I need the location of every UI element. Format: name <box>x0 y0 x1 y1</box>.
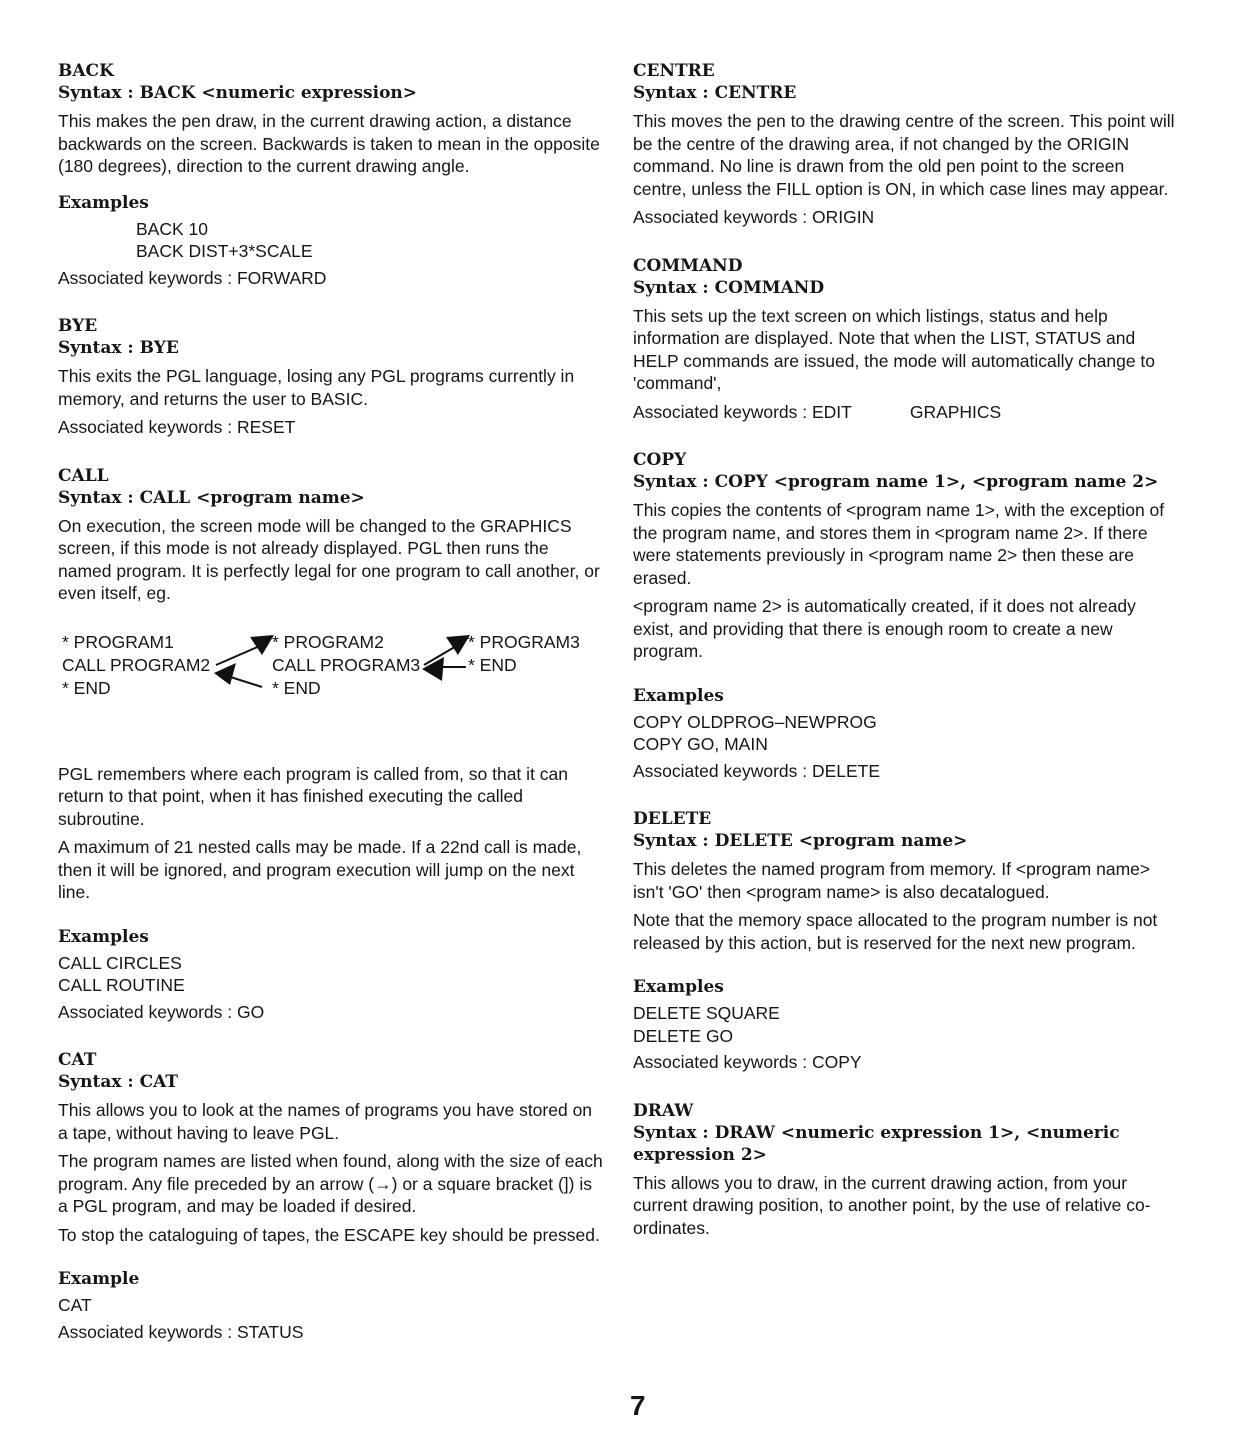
examples-heading: Examples <box>633 977 724 997</box>
example-line: COPY OLDPROG–NEWPROG <box>633 711 877 732</box>
syntax-line: Syntax : DRAW <numeric expression 1>, <numeric expression 2> <box>633 1122 1120 1165</box>
description: This copies the contents of <program name 1>, with the exception of the program name, and stores them in <program name 2>. If there were statements previously in <program name 2> then these are erased. <box>633 500 1165 588</box>
associated-keywords-label: Associated keywords : EDIT <box>633 401 852 422</box>
associated-keywords <box>633 401 1178 424</box>
keyword-heading: DRAW <box>633 1100 694 1121</box>
description: Note that the memory space allocated to the program number is not released by this action, but is reserved for the next new program. <box>633 910 1158 953</box>
description: This deletes the named program from memory. If <program name> isn't 'GO' then <program name> is also decatalogued. <box>633 859 1151 902</box>
description: This allows you to look at the names of programs you have stored on a tape, without having to leave PGL. <box>58 1100 593 1143</box>
examples-heading: Examples <box>58 926 149 947</box>
arrow-call-line <box>216 645 262 665</box>
diagram-label: * END <box>62 677 111 698</box>
example-line: CALL CIRCLES <box>58 952 182 973</box>
keyword-heading: COMMAND <box>633 255 743 276</box>
example-line: BACK DIST+3*SCALE <box>136 241 313 261</box>
diagram-label: * PROGRAM1 <box>62 631 174 652</box>
description: A maximum of 21 nested calls may be made. If a 22nd call is made, then it will be ignored, and program execution will jump on the next line. <box>58 837 582 902</box>
syntax-line: Syntax : CALL <program name> <box>58 487 365 508</box>
example-line: CALL ROUTINE <box>58 975 185 995</box>
associated-keyword-extra: GRAPHICS <box>909 401 1002 422</box>
entry-copy <box>633 449 1178 782</box>
page-number: 7 <box>630 1390 646 1421</box>
diagram-label: * PROGRAM2 <box>272 631 384 652</box>
example-line: DELETE SQUARE <box>633 1003 780 1023</box>
diagram-label: * PROGRAM3 <box>468 631 580 652</box>
diagram-label: CALL PROGRAM2 <box>62 654 211 675</box>
examples-heading: Examples <box>633 685 724 706</box>
syntax-line: Syntax : BACK <numeric expression> <box>58 83 418 103</box>
keyword-heading: COPY <box>633 450 687 470</box>
syntax-line: Syntax : COMMAND <box>633 277 825 298</box>
arrow-head-icon <box>250 635 274 655</box>
keyword-heading: BACK <box>58 61 114 81</box>
description: This exits the PGL language, losing any PGL programs currently in memory, and returns the user to BASIC. <box>58 366 575 409</box>
diagram-label: CALL PROGRAM3 <box>272 654 421 675</box>
entry-call <box>58 465 603 1024</box>
associated-keywords: Associated keywords : STATUS <box>58 1321 304 1342</box>
keyword-heading: BYE <box>58 316 98 336</box>
associated-keywords: Associated keywords : COPY <box>633 1052 862 1072</box>
description: PGL remembers where each program is called from, so that it can return to that point, when it has finished executing the called subroutine. <box>58 763 568 829</box>
entry-back <box>58 60 603 289</box>
arrow-head-icon <box>446 635 470 655</box>
entry-command <box>633 255 1178 424</box>
description: This sets up the text screen on which listings, status and help information are displayed. Note that when the LIST, STATUS and HELP commands are issued, the mode will automatically change to 'command', <box>633 305 1156 393</box>
right-column <box>633 60 1178 1265</box>
keyword-heading: CALL <box>58 465 109 486</box>
entry-centre <box>633 60 1178 229</box>
description: This makes the pen draw, in the current drawing action, a distance backwards on the screen. Backwards is taken to mean in the opposite (180 degrees), direction to the current drawing angle. <box>58 111 600 176</box>
description: This allows you to draw, in the current drawing action, from your current drawing position, to another point, by the use of relative co-ordinates. <box>633 1172 1151 1238</box>
syntax-line: Syntax : BYE <box>58 338 179 358</box>
associated-keywords: Associated keywords : GO <box>58 1001 265 1022</box>
entry-delete <box>633 808 1178 1074</box>
examples-heading: Example <box>58 1269 140 1289</box>
diagram-label: * END <box>272 677 321 698</box>
arrow-head-icon <box>214 663 236 685</box>
keyword-heading: CENTRE <box>633 61 715 81</box>
keyword-heading: CAT <box>58 1050 97 1070</box>
syntax-line: Syntax : COPY <program name 1>, <program name 2> <box>633 472 1159 492</box>
description: On execution, the screen mode will be changed to the GRAPHICS screen, if this mode is not already displayed. PGL then runs the named program. It is perfectly legal for one program to call another, or even itself, eg. <box>58 515 600 603</box>
description: To stop the cataloguing of tapes, the ESCAPE key should be pressed. <box>58 1224 600 1245</box>
example-line: CAT <box>58 1295 92 1315</box>
examples-heading: Examples <box>58 192 149 213</box>
associated-keywords: Associated keywords : FORWARD <box>58 267 327 288</box>
description: This moves the pen to the drawing centre of the screen. This point will be the centre of the drawing area, if not changed by the ORIGIN command. No line is drawn from the old pen point to the screen centre, unless the FILL option is ON, in which case lines may appear. <box>633 111 1175 199</box>
keyword-heading: DELETE <box>633 809 712 829</box>
description: The program names are listed when found, along with the size of each program. Any file preceded by an arrow (→) or a square bracket (]) is a PGL program, and may be loaded if desired. <box>58 1151 603 1216</box>
diagram-label: * END <box>468 654 517 675</box>
associated-keywords: Associated keywords : DELETE <box>633 760 881 781</box>
entry-draw <box>633 1100 1178 1240</box>
syntax-line: Syntax : DELETE <program name> <box>633 831 968 851</box>
call-arrows-svg <box>58 625 603 735</box>
example-line: BACK 10 <box>136 218 208 239</box>
call-diagram <box>58 625 603 735</box>
syntax-line: Syntax : CAT <box>58 1072 179 1092</box>
entry-cat <box>58 1049 603 1343</box>
left-column <box>58 60 603 1369</box>
associated-keywords: Associated keywords : RESET <box>58 417 296 437</box>
entry-bye <box>58 315 603 439</box>
example-line: DELETE GO <box>633 1025 734 1046</box>
description: <program name 2> is automatically created, if it does not already exist, and providing that there is enough room to create a new program. <box>633 596 1136 661</box>
associated-keywords: Associated keywords : ORIGIN <box>633 207 875 227</box>
example-line: COPY GO, MAIN <box>633 734 768 754</box>
syntax-line: Syntax : CENTRE <box>633 83 797 103</box>
